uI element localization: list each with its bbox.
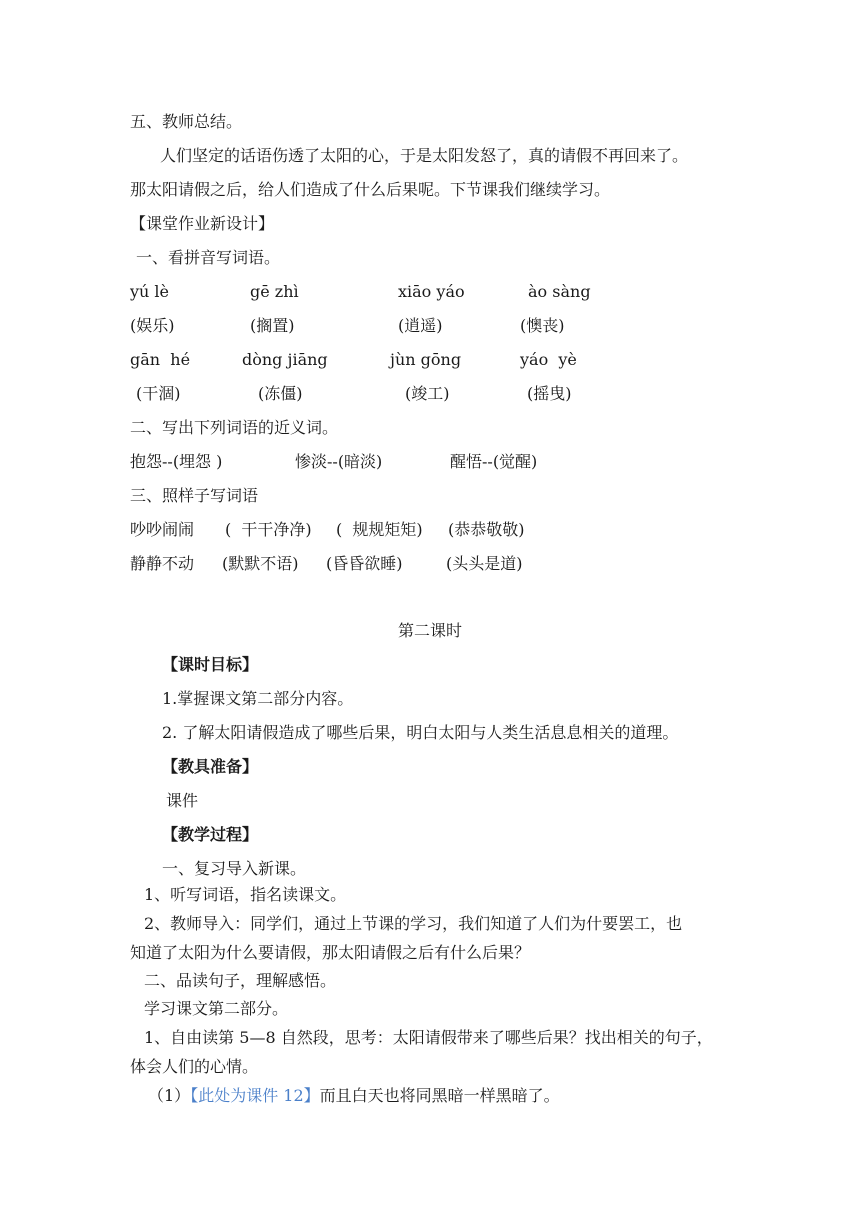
pinyin-answer: (干涸) (136, 384, 181, 403)
pinyin-answer: (摇曳) (527, 384, 572, 403)
item-1-text: 而且白天也将同黑暗一样黑暗了。 (319, 1086, 560, 1105)
pinyin-answer: (逍遥) (398, 316, 443, 335)
q3-title: 三、照样子写词语 (130, 486, 259, 505)
pattern-word: 吵吵闹闹 (130, 520, 195, 539)
pinyin: gān hé (130, 350, 191, 369)
goal-1: 1.掌握课文第二部分内容。 (162, 689, 354, 708)
step-1-1: 1、听写词语，指名读课文。 (144, 885, 347, 904)
summary-line-2: 那太阳请假之后，给人们造成了什么后果呢。下节课我们继续学习。 (130, 180, 611, 199)
q1-title: 一、看拼音写词语。 (136, 248, 281, 267)
step-2: 二、品读句子，理解感悟。 (144, 971, 337, 990)
pattern-word: 静静不动 (130, 554, 195, 573)
pattern-word: ( 规规矩矩) (336, 520, 423, 539)
pinyin: xiāo yáo (398, 282, 465, 301)
item-1-number: （1） (148, 1086, 191, 1105)
pinyin-answer: (冻僵) (258, 384, 303, 403)
step-2-1-line-2: 体会人们的心情。 (130, 1057, 259, 1076)
prep-text: 课件 (166, 791, 199, 810)
synonym-item: 醒悟--(觉醒) (450, 452, 538, 471)
goal-2: 2. 了解太阳请假造成了哪些后果，明白太阳与人类生活息息相关的道理。 (162, 723, 679, 742)
pinyin: ào sàng (528, 282, 591, 301)
pinyin-answer: (娱乐) (130, 316, 175, 335)
step-2-1-line-1: 1、自由读第 5—8 自然段，思考：太阳请假带来了哪些后果？找出相关的句子， (144, 1028, 713, 1047)
pattern-word: (头头是道) (446, 554, 523, 573)
synonym-item: 惨淡--(暗淡) (295, 452, 383, 471)
pattern-word: (默默不语) (222, 554, 299, 573)
pinyin-answer: (竣工) (405, 384, 450, 403)
pinyin: yú lè (130, 282, 170, 301)
item-1 (148, 1086, 560, 1106)
lesson-title: 第二课时 (397, 621, 462, 640)
pinyin: yáo yè (520, 350, 577, 369)
section5-heading: 五、教师总结。 (130, 112, 243, 131)
prep-heading: 【教具准备】 (162, 757, 259, 776)
homework-heading: 【课堂作业新设计】 (130, 214, 275, 233)
pinyin-answer: (懊丧) (520, 316, 565, 335)
step-1: 一、复习导入新课。 (162, 859, 307, 878)
pattern-word: (昏昏欲睡) (326, 554, 403, 573)
q2-title: 二、写出下列词语的近义词。 (130, 418, 339, 437)
pinyin-answer: (搁置) (250, 316, 295, 335)
process-heading: 【教学过程】 (162, 825, 259, 844)
pinyin: dòng jiāng (242, 350, 328, 369)
summary-line-1: 人们坚定的话语伤透了太阳的心，于是太阳发怒了，真的请假不再回来了。 (160, 146, 689, 165)
pinyin: jùn gōng (390, 350, 462, 369)
step-1-2-line-2: 知道了太阳为什么要请假，那太阳请假之后有什么后果？ (130, 943, 531, 962)
synonym-item: 抱怨--(埋怨 ) (130, 452, 223, 471)
step-2-intro: 学习课文第二部分。 (144, 999, 289, 1018)
pattern-word: ( 干干净净) (225, 520, 312, 539)
courseware-link[interactable]: 【此处为课件 12】 (190, 1086, 320, 1105)
goals-heading: 【课时目标】 (162, 655, 259, 674)
step-1-2-line-1: 2、教师导入：同学们，通过上节课的学习，我们知道了人们为什要罢工，也 (144, 914, 683, 933)
pinyin: gē zhì (250, 282, 299, 301)
pattern-word: (恭恭敬敬) (448, 520, 525, 539)
